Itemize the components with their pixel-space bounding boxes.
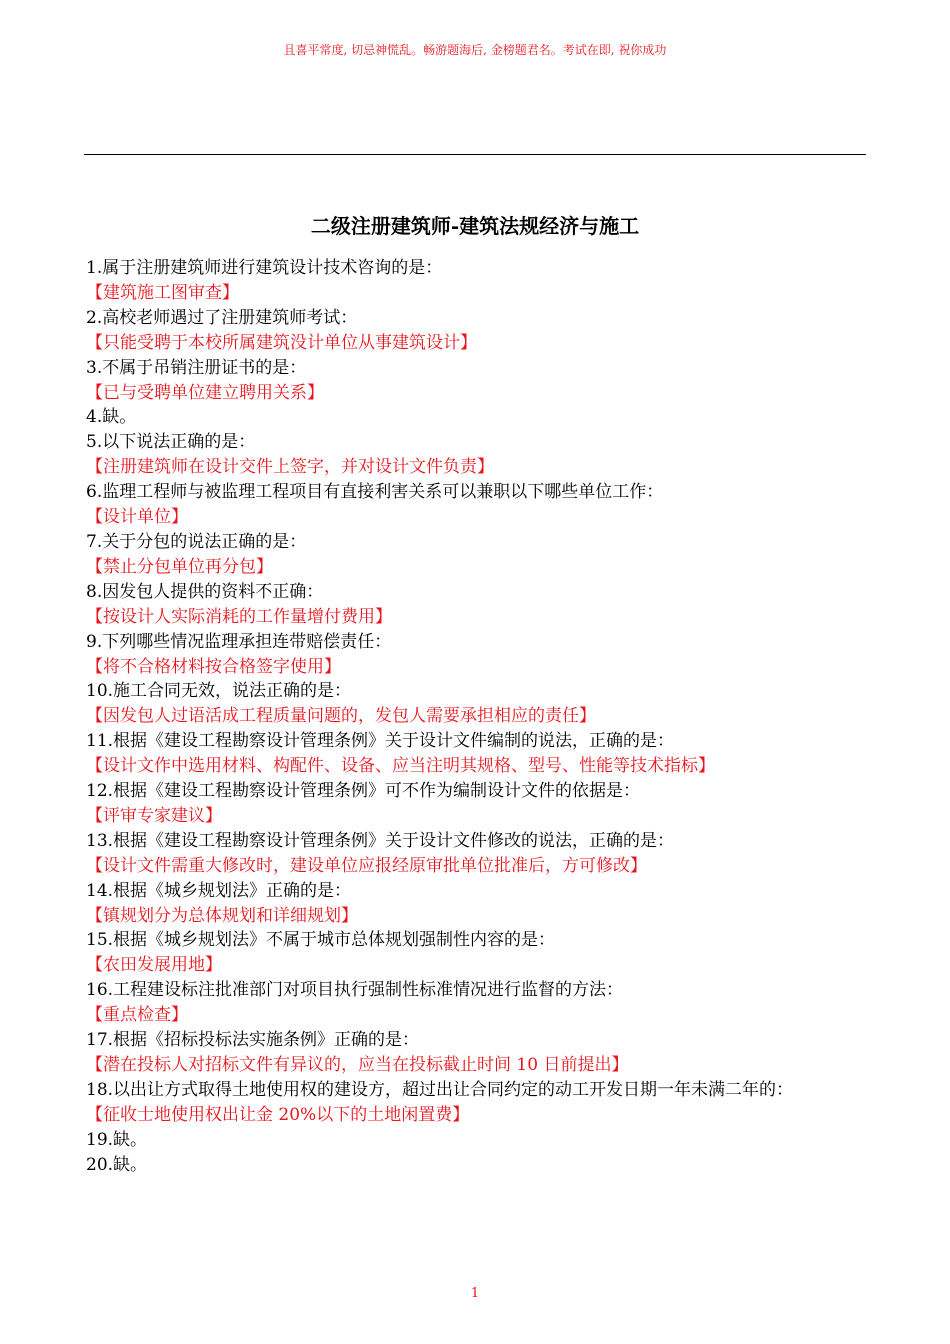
answer-line: 【注册建筑师在设计交件上签字，并对设计文件负责】 xyxy=(86,457,494,478)
question-line: 20.缺。 xyxy=(86,1154,148,1175)
question-line: 7.关于分包的说法正确的是： xyxy=(86,531,307,552)
question-list xyxy=(86,256,876,1178)
question-line: 13.根据《建设工程勘察设计管理条例》关于设计文件修改的说法，正确的是： xyxy=(86,830,675,851)
header-divider xyxy=(84,154,866,155)
answer-line: 【农田发展用地】 xyxy=(86,955,222,976)
question-line: 6.监理工程师与被监理工程项目有直接利害关系可以兼职以下哪些单位工作： xyxy=(86,482,664,503)
question-line: 19.缺。 xyxy=(86,1129,148,1150)
answer-line: 【只能受聘于本校所属建筑没计单位从事建筑设计】 xyxy=(86,332,477,353)
answer-line: 【将不合格材料按合格签字使用】 xyxy=(86,656,341,677)
answer-line: 【禁止分包单位再分包】 xyxy=(86,556,273,577)
answer-line: 【建筑施工图审查】 xyxy=(86,282,239,303)
question-line: 14.根据《城乡规划法》正确的是： xyxy=(86,880,352,901)
answer-line: 【设计文件需重大修改时，建设单位应报经原审批单位批准后，方可修改】 xyxy=(86,855,647,876)
question-line: 2.高校老师遇过了注册建筑师考试： xyxy=(86,307,358,328)
question-line: 9.下列哪些情况监理承担连带赔偿责任： xyxy=(86,631,392,652)
header-motto: 且喜平常度, 切忌神慌乱。畅游题海后, 金榜题君名。考试在即, 祝你成功 xyxy=(283,43,667,57)
answer-line: 【设计单位】 xyxy=(86,507,188,528)
question-line: 10.施工合同无效，说法正确的是： xyxy=(86,681,352,702)
page-title: 二级注册建筑师-建筑法规经济与施工 xyxy=(310,214,640,238)
question-line: 12.根据《建设工程勘察设计管理条例》可不作为编制设计文件的依据是： xyxy=(86,781,641,802)
question-line: 5.以下说法正确的是： xyxy=(86,432,256,453)
question-line: 11.根据《建设工程勘察设计管理条例》关于设计文件编制的说法，正确的是： xyxy=(86,731,675,752)
answer-line: 【重点检查】 xyxy=(86,1005,188,1026)
answer-line: 【已与受聘单位建立聘用关系】 xyxy=(86,382,324,403)
answer-line: 【设计文作中选用材料、构配件、设备、应当注明其规格、型号、性能等技术指标】 xyxy=(86,756,715,777)
question-line: 1.属于注册建筑师进行建筑设计技术咨询的是： xyxy=(86,258,443,278)
question-line: 8.因发包人提供的资料不正确： xyxy=(86,581,324,602)
question-line: 4.缺。 xyxy=(86,407,137,428)
answer-line: 【镇规划分为总体规划和详细规划】 xyxy=(86,905,358,926)
answer-line: 【征收士地使用权出让金 20%以下的土地闲置费】 xyxy=(86,1104,470,1125)
answer-line: 【潜在投标人对招标文件有异议的，应当在投标截止时间 10 日前提出】 xyxy=(86,1055,629,1075)
question-line: 18.以出让方式取得土地使用权的建设方，超过出让合同约定的动工开发日期一年未满二年的： xyxy=(86,1079,794,1100)
question-line: 15.根据《城乡规划法》不属于城市总体规划强制性内容的是： xyxy=(86,930,556,951)
answer-line: 【因发包人过语活成工程质量问题的，发包人需要承担相应的责任】 xyxy=(86,706,596,727)
answer-line: 【按设计人实际消耗的工作量增付费用】 xyxy=(86,606,392,627)
answer-line: 【评审专家建议】 xyxy=(86,805,222,826)
page-number: 1 xyxy=(470,1286,480,1301)
question-line: 3.不属于吊销注册证书的是： xyxy=(86,357,307,378)
question-line: 16.工程建设标注批准部门对项目执行强制性标准情况进行监督的方法： xyxy=(86,980,624,1001)
question-line: 17.根据《招标投标法实施条例》正确的是： xyxy=(86,1030,420,1051)
